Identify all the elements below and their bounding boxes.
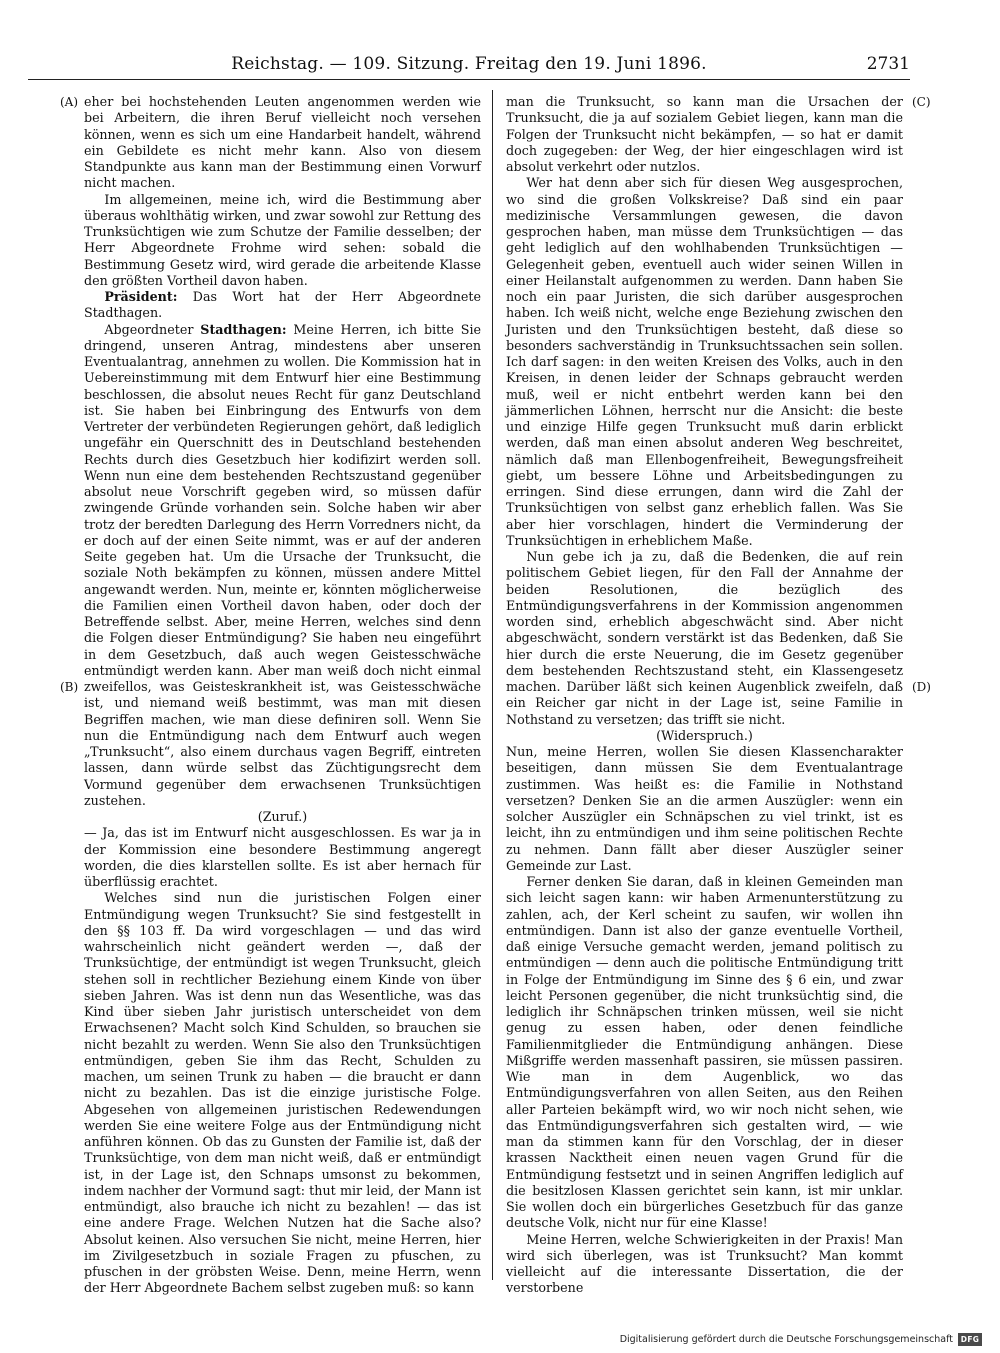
left-column bbox=[84, 94, 481, 1297]
paragraph bbox=[84, 322, 481, 810]
running-header bbox=[28, 52, 910, 80]
speaker-name: Präsident: bbox=[104, 289, 178, 304]
paragraph: Wer hat denn aber sich für diesen Weg ausgesprochen, wo sind die großen Volkskreise? Daß sind ein paar medizinische Versammlungen gewesen, die davon gesprochen haben, man müsse dem Trunksüchtigen — das geht lediglich auf den wohlhabenden Trunksüchtigen — Gelegenheit geben, eventuell auch wider seinen Willen in einer Heilanstalt aufgenommen zu werden. Dann haben Sie noch ein paar Juristen, die sich darüber ausgesprochen haben. Ich weiß nicht, welche enge Beziehung zwischen den Juristen und den Trunksüchtigen besteht, daß diese so besonders sachverständig in Trunksuchtssachen sein sollen. Ich darf sagen: in den weiten Kreisen des Volks, auch in den Kreisen, in denen leider der Schnaps gebraucht werden muß, weil er nicht entbehrt werden kann bei den jämmerlichen Löhnen, herrscht nur die Ansicht: die beste und einzige Hilfe gegen Trunksucht muß darin erblickt werden, daß man einen absolut anderen Weg beschreitet, nämlich daß man Ellenbogenfreiheit, Bewegungsfreiheit giebt, um bessere Löhne und Arbeitsbedingungen zu erringen. Sind diese errungen, dann wird die Zahl der Trunksüchtigen von selbst ganz erheblich fallen. Was Sie aber hier vorschlagen, hindert die Verminderung der Trunksüchtigen in erheblichem Maße. bbox=[506, 175, 903, 548]
speaker-intro: Abgeordneter bbox=[104, 321, 201, 337]
interjection: (Zuruf.) bbox=[257, 809, 308, 824]
paragraph: Welches sind nun die juristischen Folgen einer Entmündigung wegen Trunksucht? Sie sind festgestellt in den §§ 103 ff. Da wird vorgeschlagen — und das wird wahrscheinlich nicht geändert werden —, daß der Trunksüchtige, der entmündigt ist wegen Trunksucht, gleich stehen soll in rechtlicher Beziehung einem Kinde von über sieben Jahren. Was ist denn nun das Wesentliche, was das Kind über sieben Jahr juristisch unterscheidet von dem Erwachsenen? Macht solch Kind Schulden, so brauchen sie nicht bezahlt zu werden. Wenn Sie also den Trunksüchtigen entmündigen, geben Sie ihm das Recht, Schulden zu machen, um seinen Trunk zu haben — die braucht er dann nicht zu bezahlen. Das ist die einzige juristische Folge. Abgesehen von allgemeinen juristischen Redewendungen werden Sie eine weitere Folge aus der Entmündigung nicht anführen können. Ob das zu Gunsten der Familie ist, daß der Trunksüchtige, von dem man nicht weiß, daß er entmündigt ist, in der Lage ist, den Schnaps umsonst zu bekommen, indem nachher der Vormund sagt: thut mir leid, der Mann ist entmündigt, also brauche ich nicht zu bezahlen! — das ist eine andere Frage. Welchen Nutzen hat die Sache also? Absolut keinen. Also versuchen Sie nicht, meine Herren, hier im Zivilgesetzbuch in soziale Fragen zu pfuschen, zu pfuschen in der gröbsten Weise. Denn, meine Herrn, wenn der Herr Abgeordnete Bachem selbst zugeben muß: so kann bbox=[84, 890, 481, 1296]
paragraph: Im allgemeinen, meine ich, wird die Bestimmung aber überaus wohlthätig wirken, und zwar sowohl zur Rettung des Trunksüchtigen wie zum Schutze der Familie desselben; der Herr Abgeordnete Frohme wird sehen: sobald die Bestimmung Gesetz wird, wird gerade die arbeitende Klasse den größten Vortheil davon haben. bbox=[84, 191, 481, 288]
paragraph-text: Meine Herren, ich bitte Sie dringend, unseren Antrag, mindestens aber unseren Eventualantrag, annehmen zu wollen. Die Kommission hat in Uebereinstimmung mit dem Entwurf hier eine Bestimmung beschlossen, die absolut neues Recht für ganz Deutschland ist. Sie haben bei Einbringung des Entwurfs von dem Vertreter der verbündeten Regierungen gehört, daß lediglich ungefähr ein Querschnitt des in Deutschland bestehenden Rechts durch dies Gesetzbuch hier kodifizirt werden soll. Wenn nun eine dem bestehenden Rechtszustand gegenüber absolut neue Vorschrift gegeben wird, so müssen dafür zwingende Gründe vorhanden sein. Solche haben wir aber trotz der beredten Darlegung des Herrn Vorredners nicht, da er doch auf der einen Seite nimmt, was er auf der anderen Seite gegeben hat. Um die Ursache der Trunksucht, die soziale Noth bekämpfen zu können, müssen andere Mittel angewandt werden. Nun, meinte er, könnten möglicherweise die Familien einen Vortheil davon haben, oder doch der Betreffende selbst. Aber, meine Herren, welches sind denn die Folgen dieser Entmündigung? Sie haben neu eingeführt in dem Gesetzbuch, daß auch wegen Geistesschwäche entmündigt werden kann. Aber man weiß doch nicht einmal zweifellos, was Geisteskrankheit ist, was Geistesschwäche ist, und niemand weiß bestimmt, was man mit diesen Begriffen machen, wie man diese definiren soll. Wenn Sie nun die Entmündigung nach dem Entwurf auch wegen „Trunksucht“, also einem durchaus vagen Begriff, eintreten lassen, dann würde selbst das Züchtigungsrecht dem Vormund gegenüber dem erwachsenen Trunksüchtigen zustehen. bbox=[84, 321, 482, 808]
paragraph: — Ja, das ist im Entwurf nicht ausgeschlossen. Es war ja in der Kommission eine besondere Bestimmung angeregt worden, die dies klarstellen sollte. Es ist aber hernach für überflüssig erachtet. bbox=[84, 825, 481, 889]
header-title: Reichstag. — 109. Sitzung. Freitag den 19. Juni 1896. bbox=[231, 54, 707, 74]
margin-mark-c: (C) bbox=[912, 95, 931, 109]
paragraph: man die Trunksucht, so kann man die Ursachen der Trunksucht, die ja auf sozialem Gebiet liegen, kann man die Folgen der Trunksucht nicht bekämpfen, — so hat er damit doch zugegeben: der Weg, der hier eingeschlagen wird ist absolut verkehrt oder nutzlos. bbox=[506, 94, 903, 174]
dfg-logo-icon: DFG bbox=[958, 1333, 982, 1346]
footer-text: Digitalisierung gefördert durch die Deutsche Forschungsgemeinschaft bbox=[619, 1334, 953, 1345]
page-number: 2731 bbox=[866, 54, 910, 74]
paragraph: Nun, meine Herren, wollen Sie diesen Klassencharakter beseitigen, dann müssen Sie dem Eventualantrage zustimmen. Was heißt es: die Familie in Nothstand versetzen? Denken Sie an die armen Auszügler: wenn ein solcher Auszügler ein Schnäpschen zu viel trinkt, ist es leicht, ihn zu entmündigen und ihm seine politischen Rechte zu nehmen. Dann fällt aber dieser Auszügler seiner Gemeinde zur Last. bbox=[506, 744, 903, 873]
column-rule bbox=[492, 90, 493, 1280]
margin-mark-d: (D) bbox=[912, 680, 931, 694]
paragraph: Ferner denken Sie daran, daß in kleinen Gemeinden man sich leicht sagen kann: wir haben Armenunterstützung zu zahlen, ach, der Kerl scheint zu saufen, wir wollen ihn entmündigen. Dann ist also der ganze eventuelle Vortheil, daß einige Versuche gemacht werden, jemand politisch zu entmündigen — denn auch die politische Entmündigung tritt in Folge der Entmündigung im Sinne des § 6 ein, und zwar leicht Personen gegenüber, die nicht trunksüchtig sind, die lediglich ihr Schnäpschen trinken müssen, weil sie nicht genug zu essen haben, oder denen feindliche Familienmitglieder die Entmündigung anhängen. Diese Mißgriffe werden massenhaft passiren, sie müssen passiren. Wie man in dem Augenblick, wo das Entmündigungsverfahren von allen Seiten, aus den Reihen aller Parteien bekämpft wird, wo wir noch nicht sehen, wie das Entmündigungsverfahren sich gestalten wird, — wie man da stimmen kann für den Vorschlag, der in dieser krassen Nacktheit einen neuen vagen Grund für die Entmündigung festsetzt und in seinen Angriffen lediglich auf die besitzlosen Klassen gerichtet sein kann, ist mir unklar. Sie wollen doch ein bürgerliches Gesetzbuch für das ganze deutsche Volk, nicht nur für eine Klasse! bbox=[506, 874, 903, 1231]
speaker-name: Stadthagen: bbox=[200, 321, 287, 337]
margin-mark-a: (A) bbox=[60, 95, 79, 109]
right-column bbox=[506, 94, 903, 1297]
paragraph-text: Das Wort hat der Herr Abgeordnete Stadthagen. bbox=[84, 289, 481, 321]
paragraph: Nun gebe ich ja zu, daß die Bedenken, die auf rein politischem Gebiet liegen, für den Fall der Annahme der beiden Resolutionen, die bezüglich des Entmündigungsverfahrens in der Kommission angenommen worden sind, erheblich abgeschwächt sind. Aber nicht abgeschwächt, sondern verstärkt ist das Bedenken, daß Sie hier durch die erste Neuerung, die im Gesetz gegenüber dem bestehenden Rechtszustand steht, ein Klassengesetz machen. Darüber läßt sich keinen Augenblick zweifeln, daß ein Reicher gar nicht in der Lage ist, seine Familie in Nothstand zu versetzen; das trifft sie nicht. bbox=[506, 549, 903, 727]
header-rule bbox=[28, 79, 910, 80]
margin-mark-b: (B) bbox=[60, 680, 79, 694]
interjection: (Widerspruch.) bbox=[656, 727, 753, 743]
footer-credit bbox=[620, 1333, 982, 1346]
paragraph: eher bei hochstehenden Leuten angenommen werden wie bei Arbeitern, die ihren Beruf vielleicht noch versehen können, wenn es sich um eine Handarbeit handelt, während ein Gebildete es nicht mehr kann. Also von diesem Standpunkte aus kann man der Bestimmung einen Vorwurf nicht machen. bbox=[84, 94, 481, 191]
paragraph: Meine Herren, welche Schwierigkeiten in der Praxis! Man wird sich überlegen, was ist Trunksucht? Man kommt vielleicht auf die interessante Dissertation, die der verstorbene bbox=[506, 1231, 903, 1296]
paragraph bbox=[84, 289, 481, 322]
